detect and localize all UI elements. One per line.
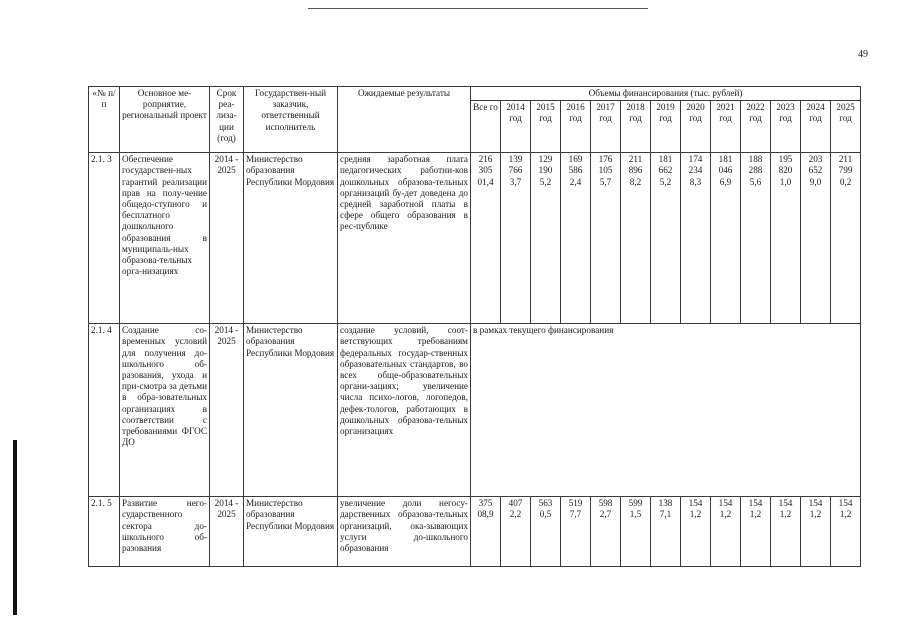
row-term: 2014 - 2025 (210, 153, 244, 324)
header-year: 2015 год (531, 101, 561, 153)
row-event: Обеспечение государствен-ных гарантий реализации прав на полу-чение общедо-ступного и бесплатного дошкольного образования в муниципаль-ных образова-тельных орга-низациях (120, 153, 210, 324)
scan-edge-bar (13, 440, 17, 615)
row-year-value: 519 7,7 (561, 497, 591, 567)
row-results: создание условий, соот-ветствующих требованиям федеральных государ-ственных образовательных стандартов, во всех обще-образовательных органи-зациях; увеличение числа психо-логов, логопедов, дефек-тологов, работающих в дошкольных образова-тельных организациях (338, 324, 471, 497)
header-year: 2014 год (501, 101, 531, 153)
row-customer: Министерство образования Республики Мордовия (244, 497, 338, 567)
row-event: Создание со-временных условий для получения до-школьного об-разования, ухода и при-смотра за детьми в обра-зовательных организациях в соответствии с требованиями ФГОС ДО (120, 324, 210, 497)
row-year-value: 169 586 2,4 (561, 153, 591, 324)
header-event: Основное ме-роприятие, региональный проект (120, 87, 210, 153)
table-row (89, 324, 861, 497)
row-year-value: 138 7,1 (651, 497, 681, 567)
row-year-value: 563 0,5 (531, 497, 561, 567)
row-results: увеличение доли негосу-дарственных образова-тельных организаций, ока-зывающих услуги до-школьного образования (338, 497, 471, 567)
row-total: 216 305 01,4 (471, 153, 501, 324)
row-year-value: 195 820 1,0 (771, 153, 801, 324)
row-year-value: 154 1,2 (801, 497, 831, 567)
header-total: Все го (471, 101, 501, 153)
header-year: 2024 год (801, 101, 831, 153)
row-year-value: 154 1,2 (831, 497, 861, 567)
header-row-1 (89, 87, 861, 101)
row-num: 2.1. 4 (89, 324, 120, 497)
row-year-value: 598 2,7 (591, 497, 621, 567)
row-year-value: 154 1,2 (711, 497, 741, 567)
row-year-value: 599 1,5 (621, 497, 651, 567)
row-term: 2014 - 2025 (210, 497, 244, 567)
row-year-value: 154 1,2 (681, 497, 711, 567)
row-year-value: 181 662 5,2 (651, 153, 681, 324)
header-year: 2017 год (591, 101, 621, 153)
row-event: Развитие него-сударственного сектора до-школьного об-разования (120, 497, 210, 567)
header-num: «№ п/п (89, 87, 120, 153)
header-customer: Государствен-ный заказчик, ответственный исполнитель (244, 87, 338, 153)
row-year-value: 181 046 6,9 (711, 153, 741, 324)
funding-table (88, 86, 861, 567)
row-year-value: 154 1,2 (741, 497, 771, 567)
row-customer: Министерство образования Республики Мордовия (244, 153, 338, 324)
header-year: 2020 год (681, 101, 711, 153)
row-year-value: 211 896 8,2 (621, 153, 651, 324)
row-year-value: 211 799 0,2 (831, 153, 861, 324)
row-total: 375 08,9 (471, 497, 501, 567)
row-customer: Министерство образования Республики Мордовия (244, 324, 338, 497)
header-year: 2021 год (711, 101, 741, 153)
header-year: 2025 год (831, 101, 861, 153)
table-row (89, 153, 861, 324)
header-year: 2018 год (621, 101, 651, 153)
header-funding: Объемы финансирования (тыс. рублей) (471, 87, 861, 101)
row-year-value: 129 190 5,2 (531, 153, 561, 324)
page-number: 49 (858, 49, 868, 60)
row-funding-note: в рамках текущего финансирования (471, 324, 861, 497)
header-year: 2022 год (741, 101, 771, 153)
row-num: 2.1. 5 (89, 497, 120, 567)
table-row (89, 497, 861, 567)
row-year-value: 154 1,2 (771, 497, 801, 567)
row-year-value: 139 766 3,7 (501, 153, 531, 324)
row-year-value: 176 105 5,7 (591, 153, 621, 324)
row-num: 2.1. 3 (89, 153, 120, 324)
header-term: Срок реа-лиза-ции (год) (210, 87, 244, 153)
row-year-value: 174 234 8,3 (681, 153, 711, 324)
header-results: Ожидаемые результаты (338, 87, 471, 153)
row-year-value: 407 2,2 (501, 497, 531, 567)
header-year: 2019 год (651, 101, 681, 153)
top-rule (308, 8, 648, 9)
header-year: 2016 год (561, 101, 591, 153)
row-term: 2014 - 2025 (210, 324, 244, 497)
row-results: средняя заработная плата педагогических работни-ков дошкольных образова-тельных организаций бу-дет доведена до средней заработной платы в сфере общего образования в рес-публике (338, 153, 471, 324)
row-year-value: 188 288 5,6 (741, 153, 771, 324)
header-year: 2023 год (771, 101, 801, 153)
row-year-value: 203 652 9,0 (801, 153, 831, 324)
